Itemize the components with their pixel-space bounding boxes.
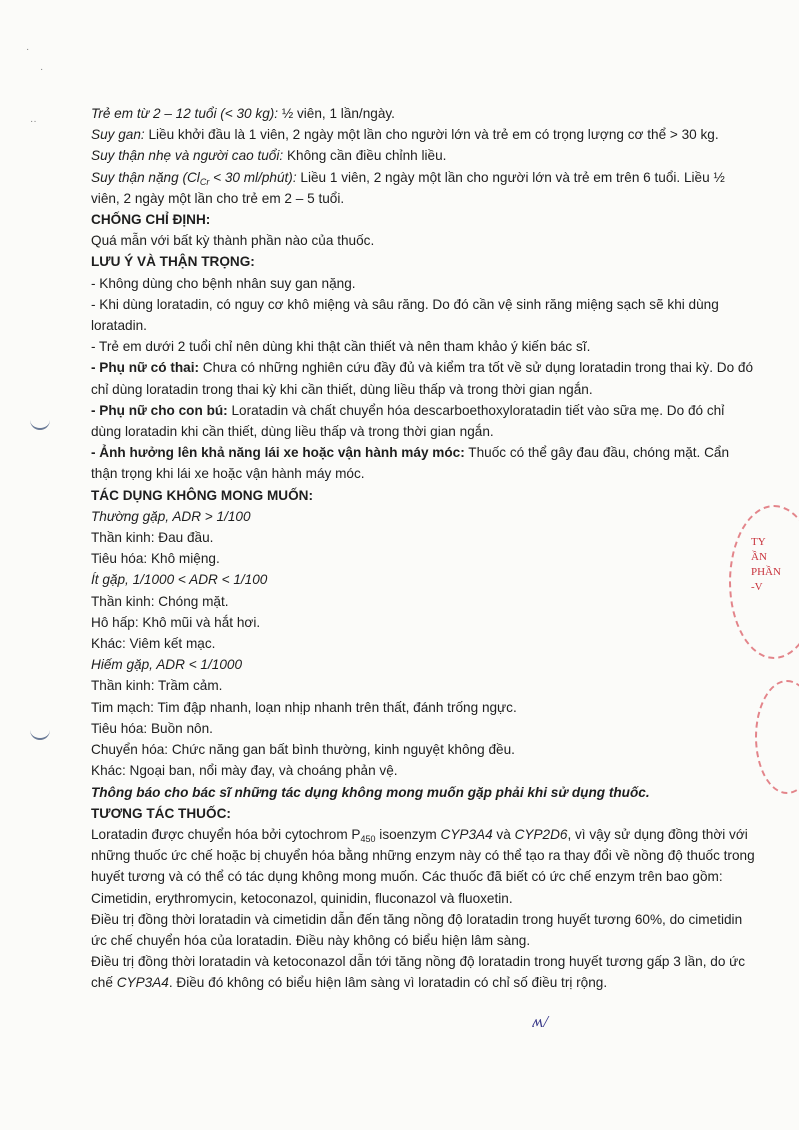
text-run: Không cần điều chỉnh liều. — [283, 148, 447, 164]
punch-hole-mark — [30, 414, 50, 430]
text-line — [91, 230, 756, 251]
text-run: Khác: Ngoại ban, nổi mày đay, và choáng phản vệ. — [91, 763, 398, 779]
text-run: CHỐNG CHỈ ĐỊNH: — [91, 212, 211, 228]
signature-initials: ʍ/ — [532, 1012, 549, 1031]
text-run: Điều trị đồng thời loratadin và ketoconazol dẫn tới tăng nồng độ loratadin trong huyết tương gấp 3 lần, do ức chế — [91, 954, 746, 991]
text-line — [91, 718, 756, 739]
text-line — [91, 612, 756, 633]
text-line — [91, 273, 756, 294]
text-line — [91, 697, 756, 718]
text-line — [91, 633, 756, 654]
text-run: - Phụ nữ cho con bú: — [91, 402, 228, 418]
text-run: Suy gan: — [91, 127, 145, 143]
text-line — [91, 675, 756, 696]
text-run: Tiêu hóa: Buồn nôn. — [91, 720, 213, 736]
text-line — [91, 442, 756, 484]
text-run: CYP3A4 — [440, 826, 493, 842]
text-run: LƯU Ý VÀ THẬN TRỌNG: — [91, 254, 255, 270]
text-run: Tiêu hóa: Khô miệng. — [91, 551, 220, 567]
text-line — [91, 124, 756, 145]
text-line — [91, 336, 756, 357]
text-run: ½ viên, 1 lần/ngày. — [278, 106, 395, 121]
text-run: Loratadin và chất chuyển hóa descarboethoxyloratadin tiết vào sữa mẹ. Do đó chỉ dùng loratadin khi cần thiết, dùng liều thấp và trong thời gian ngắn. — [91, 402, 725, 440]
text-line — [91, 103, 756, 124]
text-run: Điều trị đồng thời loratadin và cimetidin dẫn đến tăng nồng độ loratadin trong huyết tương 60%, do cimetidin ức chế chuyển hóa của loratadin. Điều này không có biểu hiện lâm sàng. — [91, 911, 743, 948]
text-run: Chưa có những nghiên cứu đầy đủ và kiểm tra tốt về sử dụng loratadin trong thai kỳ. Do đó chỉ dùng loratadin trong thai kỳ khi cần thiết, dùng liều thấp và trong thời gian ngắn. — [91, 360, 754, 397]
section-heading — [91, 485, 756, 506]
text-line — [91, 569, 756, 590]
text-line — [91, 739, 756, 760]
scan-speck: · — [26, 44, 30, 55]
text-run: CYP2D6 — [514, 826, 568, 842]
punch-hole-mark — [30, 724, 50, 740]
text-run: Suy thận nặng (Cl — [91, 169, 200, 185]
text-run: . Điều đó không có biểu hiện lâm sàng vì loratadin có chỉ số điều trị rộng. — [168, 975, 608, 991]
text-line — [91, 357, 756, 399]
text-line — [91, 548, 756, 569]
text-run: , vì vậy sử dụng đồng thời với những thuốc ức chế hoặc bị chuyển hóa bằng những enzym này có thể tạo ra thay đổi về nồng độ thuốc trong huyết tương và có thể có tác dụng không mong muốn. Các thuốc đã biết có ức chế enzym trên bao gồm: Cimetidin, erythromycin, ketoconazol, quinidin, fluconazol và fluoxetin. — [91, 826, 755, 906]
text-line — [91, 654, 756, 675]
scan-speck: · — [40, 64, 44, 75]
text-run: Trẻ em từ 2 – 12 tuổi (< 30 kg): — [91, 106, 279, 121]
text-line — [91, 909, 756, 951]
section-heading — [91, 251, 756, 272]
text-run: Ít gặp, 1/1000 < ADR < 1/100 — [91, 572, 268, 588]
text-run: Tim mạch: Tim đập nhanh, loạn nhịp nhanh trên thất, đánh trống ngực. — [91, 699, 517, 715]
text-run: - Ảnh hưởng lên khả năng lái xe hoặc vận hành máy móc: — [91, 445, 465, 461]
text-line — [91, 782, 756, 803]
text-run: Hô hấp: Khô mũi và hắt hơi. — [91, 614, 261, 630]
text-run: isoenzym — [375, 826, 441, 842]
text-line — [91, 167, 756, 209]
text-run: Thần kinh: Đau đầu. — [91, 530, 214, 546]
text-line — [91, 824, 756, 909]
text-line — [91, 506, 756, 527]
text-run: TƯƠNG TÁC THUỐC: — [91, 805, 231, 821]
text-run: Cr — [199, 176, 210, 187]
text-run: 450 — [360, 833, 376, 844]
document-body — [91, 103, 756, 994]
stamp-text: TY ẦN PHẦN -V — [751, 536, 781, 593]
text-run: < 30 ml/phút): — [209, 169, 297, 185]
text-run: Thường gặp, ADR > 1/100 — [91, 508, 251, 524]
text-run: Thần kinh: Trầm cảm. — [91, 678, 223, 694]
text-line — [91, 760, 756, 781]
text-run: Hiếm gặp, ADR < 1/1000 — [91, 657, 242, 673]
text-run: - Phụ nữ có thai: — [91, 360, 200, 376]
text-run: - Trẻ em dưới 2 tuổi chỉ nên dùng khi thật cần thiết và nên tham khảo ý kiến bác sĩ. — [91, 339, 591, 355]
text-line — [91, 400, 756, 442]
text-run: Thông báo cho bác sĩ những tác dụng không mong muốn gặp phải khi sử dụng thuốc. — [91, 784, 650, 800]
text-run: Khác: Viêm kết mạc. — [91, 636, 216, 652]
text-line — [91, 145, 756, 166]
text-line — [91, 527, 756, 548]
text-line — [91, 294, 756, 336]
text-line — [91, 951, 756, 993]
section-heading — [91, 209, 756, 230]
text-run: Thuốc có thể gây đau đầu, chóng mặt. Cẩn thận trọng khi lái xe hoặc vận hành máy móc. — [91, 445, 730, 482]
text-run: Thần kinh: Chóng mặt. — [91, 593, 229, 609]
section-heading — [91, 803, 756, 824]
text-run: CYP3A4 — [116, 975, 169, 991]
text-line — [91, 591, 756, 612]
text-run: Quá mẫn với bất kỳ thành phần nào của thuốc. — [91, 233, 375, 249]
text-run: Chuyển hóa: Chức năng gan bất bình thường, kinh nguyệt không đều. — [91, 742, 515, 758]
text-run: Suy thận nhẹ và người cao tuổi: — [91, 148, 284, 164]
text-run: Liều 1 viên, 2 ngày một lần cho người lớn và trẻ em trên 6 tuổi. Liều ½ viên, 2 ngày một lần cho trẻ em 2 – 5 tuổi. — [91, 169, 725, 206]
text-run: Loratadin được chuyển hóa bởi cytochrom P — [91, 826, 361, 842]
text-run: TÁC DỤNG KHÔNG MONG MUỐN: — [91, 487, 314, 503]
text-run: Liều khởi đầu là 1 viên, 2 ngày một lần cho người lớn và trẻ em có trọng lượng cơ thể > 30 kg. — [144, 127, 719, 143]
scan-speck: ·· — [30, 116, 37, 127]
red-stamp-lower — [755, 680, 799, 794]
text-run: và — [492, 826, 515, 842]
text-run: - Khi dùng loratadin, có nguy cơ khô miệng và sâu răng. Do đó cần vệ sinh răng miệng sạch sẽ khi dùng loratadin. — [91, 296, 719, 334]
text-run: - Không dùng cho bệnh nhân suy gan nặng. — [91, 275, 356, 291]
